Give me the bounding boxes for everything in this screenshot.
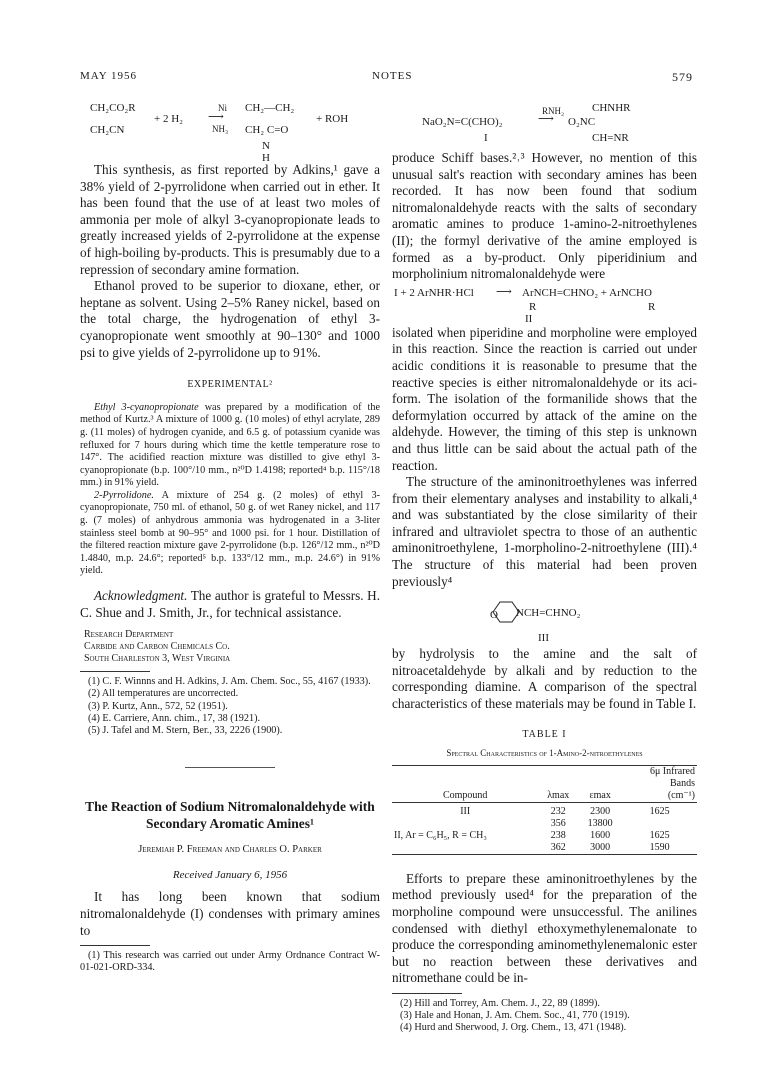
column-header: λmax <box>547 789 570 801</box>
affiliation-line: Carbide and Carbon Chemicals Co. <box>84 641 230 653</box>
product-ring-mid: CH₂ C=O <box>245 124 289 136</box>
paragraph: This synthesis, as first reported by Adkins,¹ gave a 38% yield of 2-pyrrolidone when carried out in ether. It has been found that the use of at least two moles of ammonia per mole of alkyl 3-cyanopropionate leads to greatly increased yields of 2-pyrrolidone at the expense of high-boiling by-products. This is presumably due to a repression of secondary amine formation. <box>80 162 380 277</box>
footnote: (1) This research was carried out under Army Ordnance Contract W-01-021-ORD-334. <box>80 950 380 974</box>
morpholine-structure <box>392 594 697 646</box>
experimental-subtitle: 2-Pyrrolidone. <box>94 489 154 501</box>
table-row <box>392 842 697 855</box>
experimental-subtitle: Ethyl 3-cyanopropionate <box>94 401 199 413</box>
footnote: (4) Hurd and Sherwood, J. Org. Chem., 13, 471 (1948). <box>400 1022 627 1034</box>
column-header: εmax <box>589 789 611 801</box>
table-row <box>392 802 697 818</box>
compound-label: II <box>525 312 533 325</box>
footnote: (1) C. F. Winnns and H. Adkins, J. Am. Chem. Soc., 55, 4167 (1933). <box>88 676 371 688</box>
footnote-rule <box>80 945 150 946</box>
footnote: (2) Hill and Torrey, Am. Chem. J., 22, 89 (1899). <box>400 997 600 1009</box>
experimental-text: was prepared by a modification of the method of Kurtz.³ A mixture of 1000 g. (10 moles) of ethyl acrylate, 289 g. (11 moles) of hydrogen cyanide, and 6.5 g. of potassium cyanide was refluxed for 7 hours during which time the kettle temperature rose to 147°. The acidified reaction mixture was distilled to give ethyl 3-cyanopropionate (b.p. 100°/10 mm., n²⁰D 1.4198; reported⁴ b.p. 115°/18 mm.) in 91% yield. <box>80 401 380 489</box>
substituent-r: R <box>529 300 537 313</box>
reagent-hydrogen: + 2 H₂ <box>154 113 183 125</box>
paragraph: The structure of the aminonitroethylenes was inferred from their elementary analyses and instability to alkali,⁴ and was substantiated by the close similarity of their infrared and ultraviolet spectra to those of an authentic aminonitroethylene, 1-morpholino-2-nitroethylene (III).⁴ The structure of this material had been proven previously⁴ <box>392 474 697 589</box>
reaction-arrow: ⟶ <box>538 113 554 125</box>
ammonia-label: NH₃ <box>212 124 229 134</box>
table-1 <box>392 727 697 855</box>
compound-label: I <box>484 132 488 144</box>
table-cell: 362 <box>550 841 566 853</box>
left-column <box>80 100 380 975</box>
column-header <box>622 765 697 802</box>
column-header-line: (cm⁻¹) <box>667 789 695 801</box>
experimental-text: A mixture of 254 g. (2 moles) of ethyl 3-cyanopropionate, 750 ml. of ethanol, 50 g. of wet Raney nickel, and 117 g. (7 moles) of anhydrous ammonia was hydrogenated in a 3-liter stainless steel bomb at 90–95° and 1000 psi. for 1 hour. Distillation of the filtered reaction mixture gave 2-pyrrolidone (b.p. 126°/12 mm., n²⁰D 1.4840, m.p. 24.6°; reported⁵ b.p. 133°/12 mm., m.p. 24.6°) in 91% yield. <box>80 489 380 577</box>
column-header: Compound <box>442 789 488 801</box>
footnote: (5) J. Tafel and M. Stern, Ber., 33, 2226 (1900). <box>88 725 283 737</box>
affiliation <box>80 629 380 665</box>
article-divider <box>185 767 275 768</box>
table-cell: 356 <box>550 817 566 829</box>
footnotes <box>80 676 380 737</box>
table-cell: 3000 <box>590 841 611 853</box>
acknowledgment-title: Acknowledgment. <box>94 588 188 604</box>
product-ring-top: CH₂—CH₂ <box>245 102 295 114</box>
acknowledgment <box>80 588 380 621</box>
product-top: CHNHR <box>592 102 631 114</box>
reaction-arrow: ⟶ <box>496 285 512 298</box>
running-header-date: MAY 1956 <box>80 70 138 82</box>
footnote: (4) E. Carriere, Ann. chim., 17, 38 (1921). <box>88 712 261 724</box>
table-cell <box>392 842 538 855</box>
acknowledgment-text: The author is grateful to Messrs. H. C. Shue and J. Smith, Jr., for technical assistance. <box>80 588 380 620</box>
footnotes <box>392 998 697 1035</box>
experimental-paragraph <box>80 402 380 490</box>
table-cell: 232 <box>550 805 566 817</box>
product-ring-n: N <box>262 140 270 152</box>
running-header-section: NOTES <box>372 70 413 82</box>
product-ring-h: H <box>262 152 270 164</box>
page-number: 579 <box>672 70 693 84</box>
table-cell: 1600 <box>590 829 611 841</box>
paragraph: Efforts to prepare these aminonitroethylenes by the method previously used⁴ for the preparation of the morpholine compound were unsuccessful. The anilines condensed with diethyl ethoxymethylenemalonate to produce the corresponding aminomethylenemalonic ester but no reaction between these derivatives and nitromethane could be in- <box>392 870 697 986</box>
catalyst-label: Ni <box>218 103 227 113</box>
paragraph: Ethanol proved to be superior to dioxane, ether, or heptane as solvent. Using 2–5% Raney nickel, based on the total charge, the hydrogenation of ethyl 3-cyanopropionate went smoothly at 90–130° and 1000 psi to give yields of 2-pyrrolidone up to 91%. <box>80 278 380 360</box>
table-cell: 1625 <box>649 805 670 817</box>
pyrrolidone-reaction-scheme <box>80 100 380 162</box>
column-header-line: 6μ Infrared <box>649 765 695 777</box>
received-date: Received January 6, 1956 <box>172 868 288 881</box>
reagent-label: RNH₂ <box>542 106 565 116</box>
experimental-heading: EXPERIMENTAL² <box>187 379 273 391</box>
spectral-table <box>392 765 697 855</box>
table-cell: 13800 <box>587 817 613 829</box>
footnote: (3) P. Kurtz, Ann., 572, 52 (1951). <box>88 700 228 712</box>
table-caption: Spectral Characteristics of 1-Amino-2-nitroethylenes <box>446 748 643 759</box>
paragraph: produce Schiff bases.²˒³ However, no mention of this unusual salt's reaction with secondary amines has been recorded. It has now been found that sodium nitromalonaldehyde reacts with the salts of secondary aromatic amines to produce 1-amino-2-nitroethylenes (II); the formyl derivative of the amine employed is formed as a by-product. Only piperidinium and morpholinium nitromalonaldehyde were <box>392 150 697 282</box>
table-cell: 1590 <box>649 841 670 853</box>
reaction-arrow: ⟶ <box>208 111 224 123</box>
article-authors: Jeremiah P. Freeman and Charles O. Parker <box>138 844 322 856</box>
table-row <box>392 818 697 830</box>
article-title: The Reaction of Sodium Nitromalonaldehyde with Secondary Aromatic Amines¹ <box>85 799 375 832</box>
affiliation-line: South Charleston 3, West Virginia <box>84 653 231 665</box>
schiff-base-scheme <box>392 100 697 150</box>
right-column <box>392 100 697 1035</box>
table-cell: 2300 <box>590 805 611 817</box>
table-cell: 238 <box>550 829 566 841</box>
table-cell <box>392 818 538 830</box>
column-header-line: Bands <box>670 777 695 789</box>
reactant-salt: NaO₂N=C(CHO)₂ <box>422 116 503 128</box>
substituent-r: R <box>648 300 656 313</box>
ring-oxygen: O <box>490 609 498 622</box>
footnote: (3) Hale and Honan, J. Am. Chem. Soc., 41, 770 (1919). <box>400 1010 630 1022</box>
affiliation-line: Research Department <box>84 629 174 641</box>
table-cell: 1625 <box>649 829 670 841</box>
table-row <box>392 830 697 842</box>
table-cell: II, Ar = C₆H₅, R = CH₃ <box>394 829 487 841</box>
reactant-nitrile: CH₂CN <box>90 124 125 136</box>
table-header-row <box>392 765 697 802</box>
footnote-rule <box>80 671 150 672</box>
paragraph: by hydrolysis to the amine and the salt of nitroacetaldehyde by alkali and by reduction to the corresponding diamine. A comparison of the spectral characteristics of these materials may be found in Table I. <box>392 646 697 712</box>
reactant-ester: CH₂CO₂R <box>90 102 136 114</box>
table-cell <box>622 818 697 830</box>
paragraph: It has long been known that sodium nitromalonaldehyde (I) condenses with primary amines to <box>80 889 380 938</box>
table-title: TABLE I <box>522 728 567 740</box>
footnote-rule <box>392 993 462 994</box>
product-bottom: CH=NR <box>592 132 629 144</box>
amine-reaction-scheme <box>392 285 697 325</box>
product-mid: O₂NC <box>568 116 596 128</box>
compound-label: III <box>538 632 549 645</box>
byproduct-alcohol: + ROH <box>316 113 349 125</box>
footnotes <box>80 950 380 974</box>
footnote: (2) All temperatures are uncorrected. <box>88 688 239 700</box>
products: ArNCH=CHNO₂ + ArNCHO <box>522 286 652 299</box>
table-cell: III <box>460 805 471 817</box>
experimental-paragraph <box>80 490 380 578</box>
side-chain: NCH=CHNO₂ <box>516 607 581 620</box>
paragraph: isolated when piperidine and morpholine were employed in this reaction. Since the reaction is carried out under acidic conditions it is reasonable to presume that the reactive species is either nitromalonaldehyde or its aci-form. The isolation of the formanilide shows that the deformylation occurred by attack of the amine on the aldehyde. However, the timing of this step is unknown and thus little can be said about the actual path of the reaction. <box>392 324 697 473</box>
reactants: I + 2 ArNHR·HCl <box>394 286 474 299</box>
